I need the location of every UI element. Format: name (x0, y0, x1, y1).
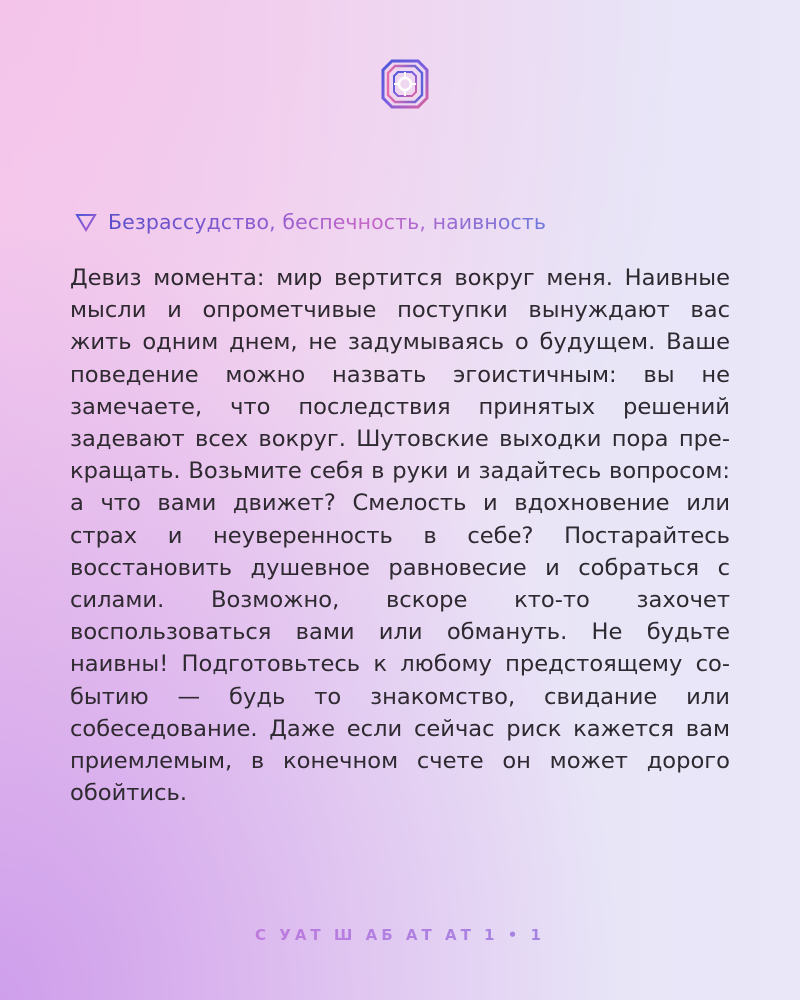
section-heading-text: Безрассудство, беспечность, наивность (108, 210, 547, 234)
octagon-emblem-icon (369, 56, 441, 112)
body-paragraph: Девиз момента: мир вертится вокруг меня. Наивные мысли и опрометчивые поступки вынуждают вас жить одним днем, не задумываясь о будущем. Ваше поведение можно назвать эгоистичным: вы не замечаете, что последствия принятых решений задевают всех вокруг. Шутовские выходки пора прекращать. Возьмите себя в руки и задайтесь вопросом: а что вами движет? Смелость и вдохновение или страх и неуверенность в себе? Постарайтесь восстановить душевное равновесие и собраться с силами. Возможно, вскоре кто-то захочет воспользоваться вами или обмануть. Не будьте наивны! Подготовьтесь к любому предстоящему событию — будь то знакомство, свидание или собеседование. Даже если сейчас риск кажется вам приемлемым, в конечном счете он может дорого обойтись. (70, 265, 730, 807)
octagon-emblem-svg (369, 56, 441, 112)
footer-text: С УАТ Ш АБ АТ АТ 1 • 1 (0, 926, 800, 944)
section-heading (74, 210, 546, 234)
triangle-down-icon (74, 210, 98, 234)
triangle-down-svg (74, 210, 98, 234)
